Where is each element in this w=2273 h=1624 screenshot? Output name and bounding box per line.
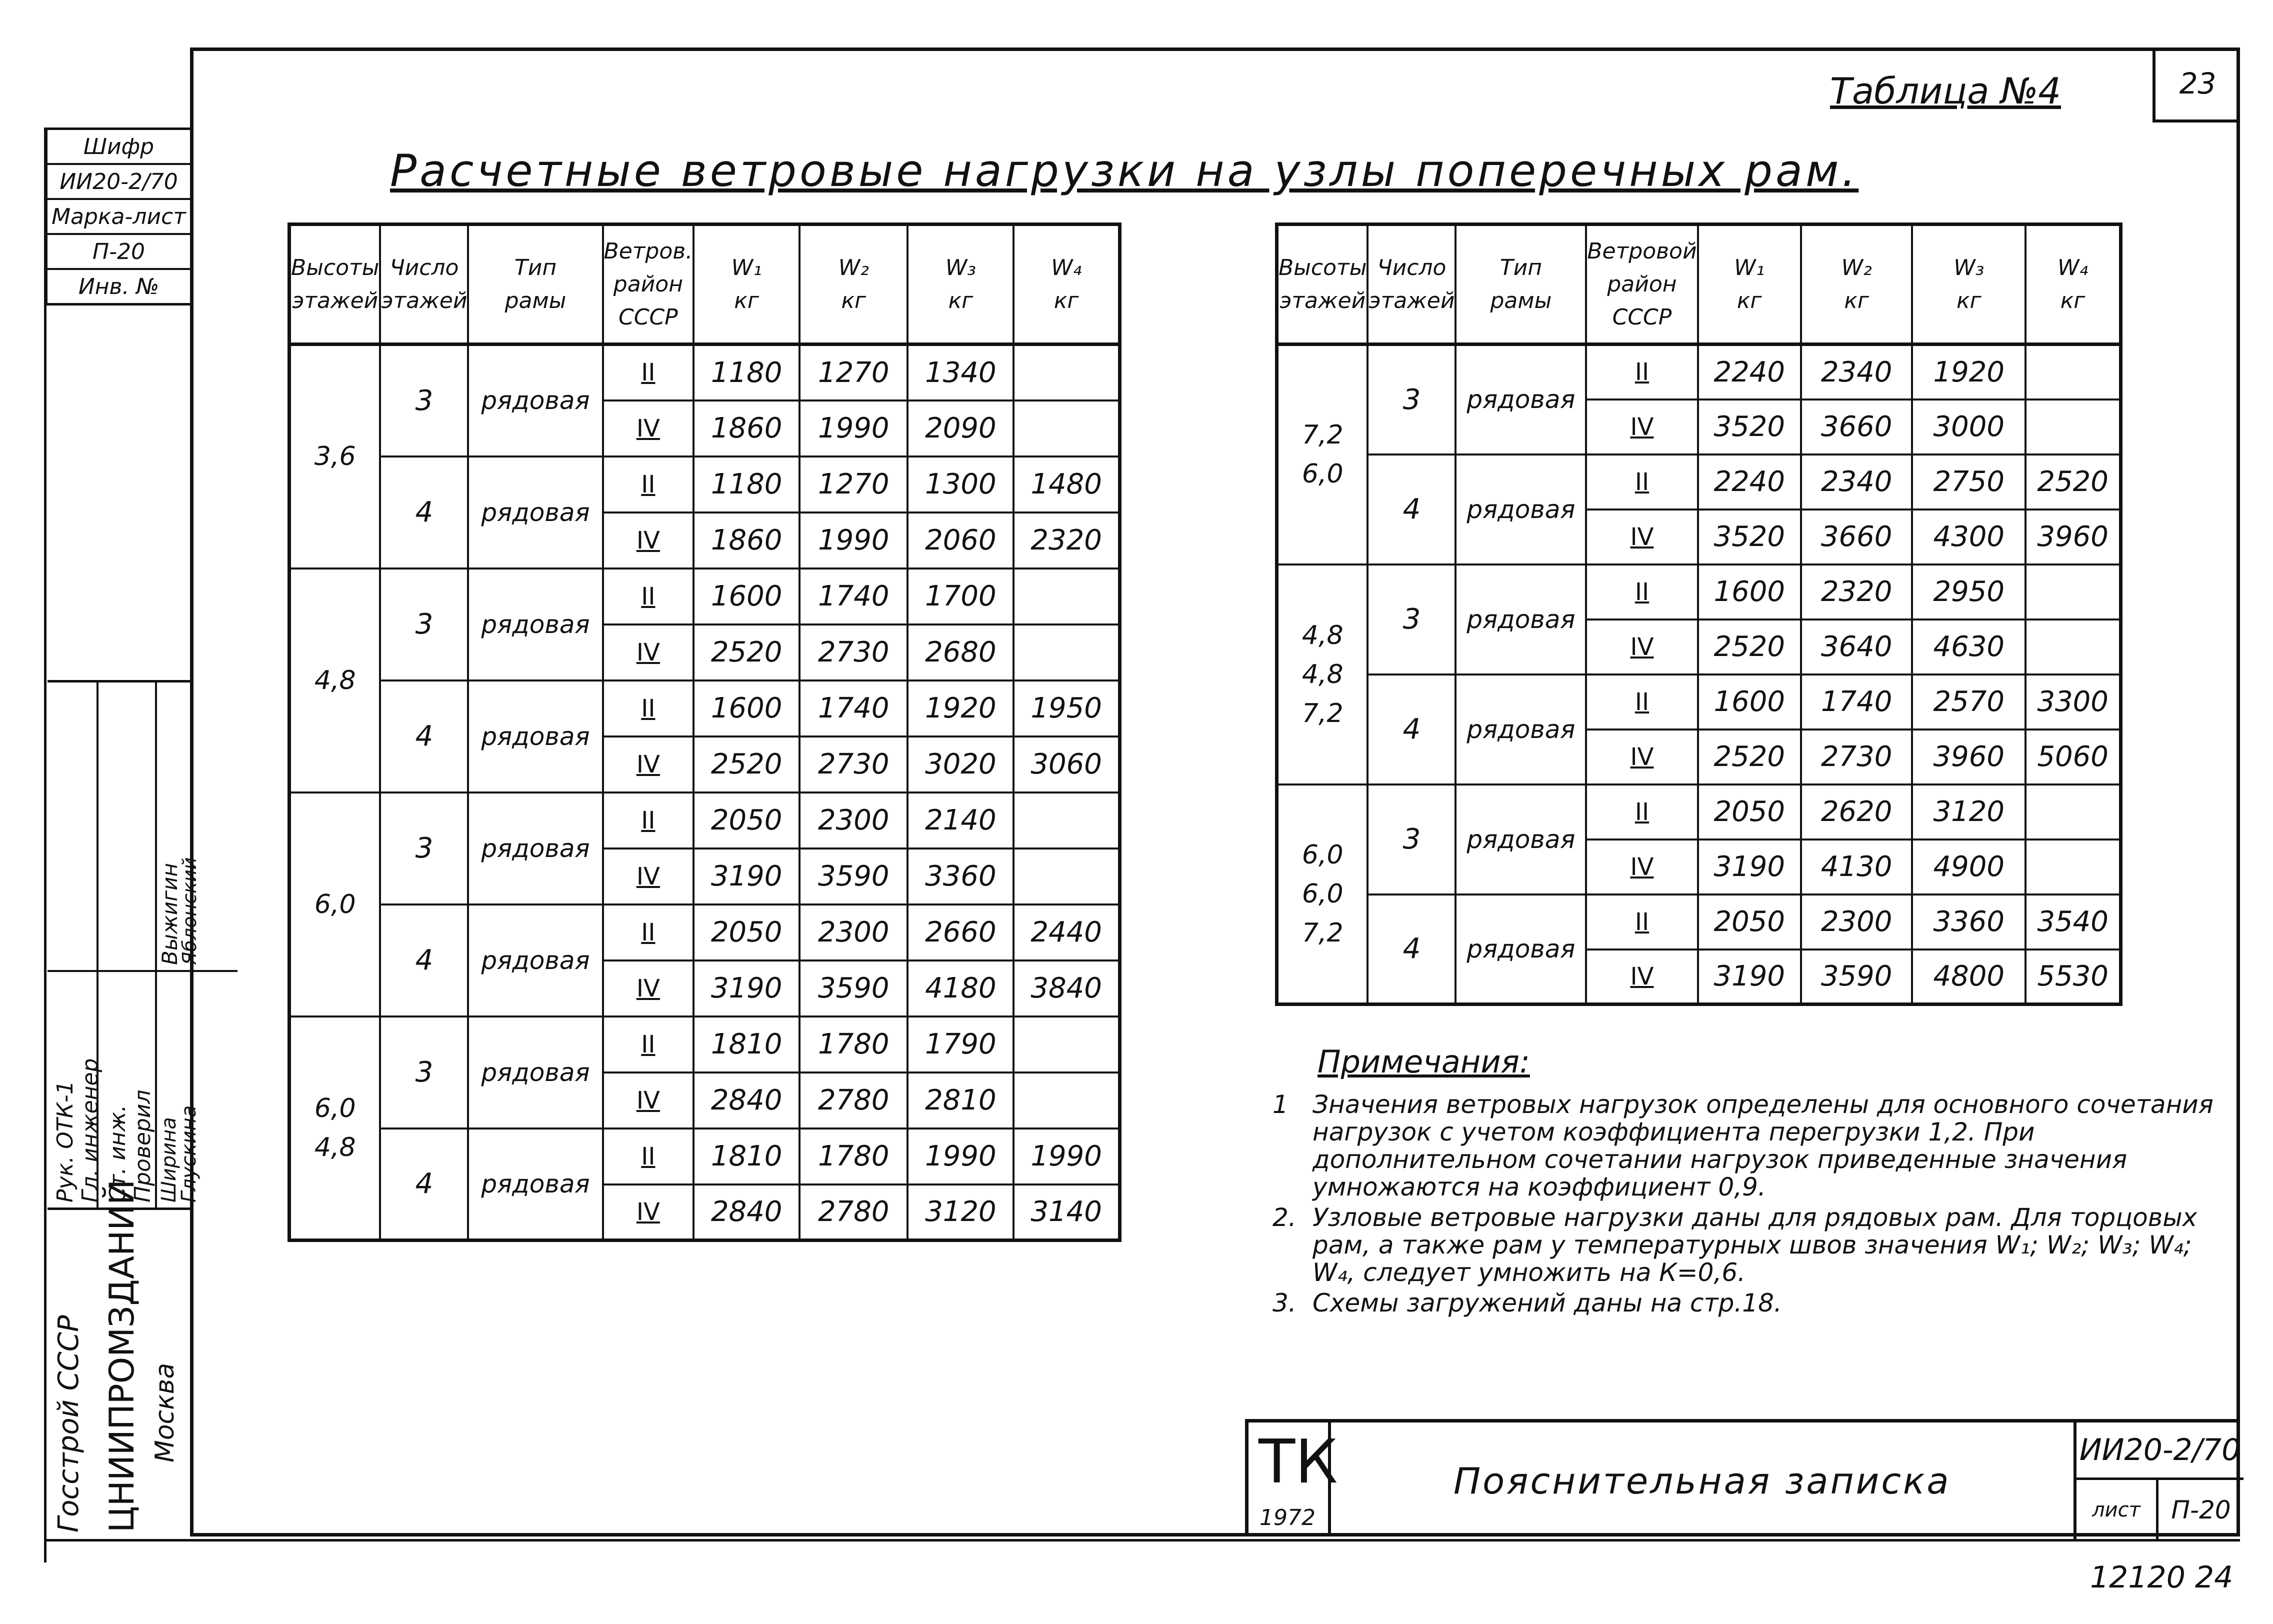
load-value-cell: 2750 bbox=[1912, 454, 2026, 510]
wind-region-cell: IV bbox=[603, 960, 694, 1016]
note-item: 3. Схемы загружений даны на стр.18. bbox=[1272, 1288, 1782, 1318]
inventory-label: Инв. № bbox=[78, 274, 160, 300]
column-header: W₁ кг bbox=[694, 224, 800, 344]
load-value-cell: 1270 bbox=[800, 456, 908, 512]
load-value-cell: 3590 bbox=[1801, 950, 1912, 1004]
load-value-cell: 1300 bbox=[908, 456, 1014, 512]
note-item: 1 Значения ветровых нагрузок определены для основного сочетания нагрузок с учетом коэффициента перегрузки 1,2. При дополнительном сочетании нагрузок приведенные значения умножаются на коэффициент 0,9. bbox=[1272, 1090, 2214, 1202]
column-header: Число этажей bbox=[380, 224, 468, 344]
floors-cell: 4 bbox=[380, 1128, 468, 1240]
stamp-code: ИИ20-2/70 bbox=[2074, 1422, 2244, 1480]
load-value-cell: 1860 bbox=[694, 512, 800, 568]
load-value-cell: 1340 bbox=[908, 344, 1014, 400]
tk-box bbox=[1248, 1422, 1338, 1536]
floors-cell: 3 bbox=[380, 1016, 468, 1128]
frame-type-cell: рядовая bbox=[1456, 344, 1586, 454]
load-value-cell bbox=[2026, 784, 2120, 840]
frame-type-cell: рядовая bbox=[468, 680, 602, 792]
cipher-value: ИИ20-2/70 bbox=[48, 165, 190, 200]
load-value-cell: 3190 bbox=[694, 848, 800, 904]
wind-region-cell: II bbox=[1586, 674, 1698, 730]
load-value-cell: 2730 bbox=[1801, 730, 1912, 784]
load-value-cell bbox=[1014, 400, 1120, 456]
wind-region-cell: IV bbox=[603, 624, 694, 680]
role-1: Рук. ОТК-1 bbox=[52, 1080, 78, 1202]
load-value-cell bbox=[1014, 1072, 1120, 1128]
org-2: ЦНИИПРОМЗДАНИЙ bbox=[102, 1179, 142, 1532]
load-value-cell: 1180 bbox=[694, 344, 800, 400]
frame-type-cell: рядовая bbox=[468, 1128, 602, 1240]
load-value-cell: 2440 bbox=[1014, 904, 1120, 960]
load-value-cell: 1700 bbox=[908, 568, 1014, 624]
load-value-cell: 5530 bbox=[2026, 950, 2120, 1004]
floor-height-cell: 6,0 4,8 bbox=[290, 1016, 380, 1240]
load-value-cell: 1740 bbox=[800, 680, 908, 736]
table-row bbox=[1277, 344, 2121, 400]
floors-cell: 3 bbox=[1368, 344, 1456, 454]
load-value-cell bbox=[2026, 840, 2120, 894]
load-value-cell: 1920 bbox=[1912, 344, 2026, 400]
load-value-cell bbox=[1014, 624, 1120, 680]
load-value-cell: 2520 bbox=[2026, 454, 2120, 510]
load-value-cell: 1990 bbox=[908, 1128, 1014, 1184]
load-value-cell: 2660 bbox=[908, 904, 1014, 960]
load-value-cell: 2730 bbox=[800, 624, 908, 680]
left-binding-line bbox=[44, 128, 46, 1562]
floors-cell: 3 bbox=[1368, 784, 1456, 894]
load-value-cell: 3540 bbox=[2026, 894, 2120, 950]
frame-type-cell: рядовая bbox=[1456, 674, 1586, 784]
load-value-cell bbox=[2026, 344, 2120, 400]
table-row bbox=[1277, 894, 2121, 950]
column-header: W₂ кг bbox=[1801, 224, 1912, 344]
load-value-cell: 2050 bbox=[1698, 784, 1801, 840]
wind-region-cell: II bbox=[603, 456, 694, 512]
column-header: Высоты этажей bbox=[290, 224, 380, 344]
column-header: Тип рамы bbox=[468, 224, 602, 344]
role-4: Проверил bbox=[130, 1090, 156, 1202]
load-value-cell: 2620 bbox=[1801, 784, 1912, 840]
wind-region-cell: IV bbox=[1586, 510, 1698, 564]
load-value-cell: 3000 bbox=[1912, 400, 2026, 454]
load-value-cell: 1600 bbox=[1698, 564, 1801, 620]
floor-height-cell: 7,2 6,0 bbox=[1277, 344, 1368, 564]
bottom-border-line bbox=[45, 1539, 2240, 1542]
column-header: W₁ кг bbox=[1698, 224, 1801, 344]
load-value-cell: 3590 bbox=[800, 848, 908, 904]
table-row bbox=[1277, 454, 2121, 510]
load-value-cell: 1270 bbox=[800, 344, 908, 400]
load-value-cell: 1950 bbox=[1014, 680, 1120, 736]
load-value-cell: 2300 bbox=[800, 904, 908, 960]
table-row bbox=[1277, 784, 2121, 840]
name-1: Выжигин bbox=[158, 863, 182, 965]
wind-region-cell: II bbox=[603, 680, 694, 736]
load-value-cell: 3960 bbox=[1912, 730, 2026, 784]
load-value-cell bbox=[1014, 1016, 1120, 1072]
load-value-cell: 1180 bbox=[694, 456, 800, 512]
load-value-cell: 1780 bbox=[800, 1016, 908, 1072]
load-value-cell bbox=[2026, 400, 2120, 454]
load-value-cell: 2090 bbox=[908, 400, 1014, 456]
load-value-cell: 2300 bbox=[800, 792, 908, 848]
name-4: Глускина bbox=[178, 1105, 200, 1202]
load-value-cell: 1600 bbox=[694, 568, 800, 624]
floors-cell: 3 bbox=[380, 568, 468, 680]
wind-region-cell: IV bbox=[1586, 840, 1698, 894]
side-stamp bbox=[48, 680, 200, 1538]
load-value-cell: 2950 bbox=[1912, 564, 2026, 620]
load-value-cell: 2240 bbox=[1698, 454, 1801, 510]
load-value-cell bbox=[1014, 848, 1120, 904]
wind-region-cell: II bbox=[1586, 564, 1698, 620]
wind-region-cell: II bbox=[1586, 894, 1698, 950]
load-value-cell: 1990 bbox=[800, 400, 908, 456]
load-value-cell: 2840 bbox=[694, 1184, 800, 1240]
load-value-cell: 3190 bbox=[1698, 840, 1801, 894]
floor-height-cell: 3,6 bbox=[290, 344, 380, 568]
wind-region-cell: II bbox=[1586, 454, 1698, 510]
load-value-cell: 3360 bbox=[1912, 894, 2026, 950]
load-value-cell: 2340 bbox=[1801, 454, 1912, 510]
note-item: 2. Узловые ветровые нагрузки даны для рядовых рам. Для торцовых рам, а также рам у температурных швов значения W₁; W₂; W₃; W₄; W₄, следует умножить на К=0,6. bbox=[1272, 1203, 2198, 1288]
load-value-cell: 3840 bbox=[1014, 960, 1120, 1016]
load-value-cell: 3190 bbox=[1698, 950, 1801, 1004]
wind-region-cell: II bbox=[603, 1128, 694, 1184]
notes-section bbox=[1272, 1045, 2232, 1320]
load-value-cell: 3190 bbox=[694, 960, 800, 1016]
floor-height-cell: 4,8 4,8 7,2 bbox=[1277, 564, 1368, 784]
table-row bbox=[290, 568, 1120, 624]
load-value-cell: 5060 bbox=[2026, 730, 2120, 784]
load-value-cell: 2840 bbox=[694, 1072, 800, 1128]
load-value-cell bbox=[1014, 568, 1120, 624]
load-value-cell: 1600 bbox=[694, 680, 800, 736]
column-header: Ветровой район СССР bbox=[1586, 224, 1698, 344]
column-header: Число этажей bbox=[1368, 224, 1456, 344]
left-wind-load-table bbox=[288, 222, 1122, 1242]
stamp-sheet-label: лист bbox=[2074, 1480, 2158, 1540]
column-header: W₃ кг bbox=[1912, 224, 2026, 344]
table-row bbox=[290, 1128, 1120, 1184]
load-value-cell: 3300 bbox=[2026, 674, 2120, 730]
frame-type-cell: рядовая bbox=[1456, 894, 1586, 1004]
load-value-cell: 2780 bbox=[800, 1184, 908, 1240]
load-value-cell: 1860 bbox=[694, 400, 800, 456]
load-value-cell bbox=[2026, 620, 2120, 674]
load-value-cell: 3120 bbox=[908, 1184, 1014, 1240]
role-2: Гл. инженер bbox=[78, 1058, 103, 1202]
load-value-cell: 2520 bbox=[694, 736, 800, 792]
wind-region-cell: II bbox=[603, 568, 694, 624]
floors-cell: 4 bbox=[1368, 454, 1456, 564]
load-value-cell: 2320 bbox=[1801, 564, 1912, 620]
cipher-box bbox=[45, 128, 190, 306]
frame-type-cell: рядовая bbox=[468, 568, 602, 680]
table-row bbox=[290, 680, 1120, 736]
wind-region-cell: II bbox=[603, 344, 694, 400]
table-row bbox=[290, 792, 1120, 848]
load-value-cell: 3140 bbox=[1014, 1184, 1120, 1240]
wind-region-cell: II bbox=[603, 792, 694, 848]
load-value-cell: 2520 bbox=[1698, 730, 1801, 784]
mark-sheet-value: П-20 bbox=[48, 235, 190, 270]
load-value-cell: 4130 bbox=[1801, 840, 1912, 894]
load-value-cell: 3120 bbox=[1912, 784, 2026, 840]
wind-region-cell: IV bbox=[1586, 950, 1698, 1004]
load-value-cell: 2050 bbox=[1698, 894, 1801, 950]
load-value-cell: 3660 bbox=[1801, 400, 1912, 454]
load-value-cell: 1990 bbox=[800, 512, 908, 568]
load-value-cell bbox=[1014, 792, 1120, 848]
load-value-cell: 2320 bbox=[1014, 512, 1120, 568]
load-value-cell: 3520 bbox=[1698, 510, 1801, 564]
frame-type-cell: рядовая bbox=[1456, 784, 1586, 894]
mark-sheet-label: Марка-лист bbox=[48, 200, 190, 235]
load-value-cell: 3960 bbox=[2026, 510, 2120, 564]
load-value-cell: 4800 bbox=[1912, 950, 2026, 1004]
frame-type-cell: рядовая bbox=[468, 456, 602, 568]
load-value-cell bbox=[2026, 564, 2120, 620]
load-value-cell: 2300 bbox=[1801, 894, 1912, 950]
wind-region-cell: IV bbox=[603, 1184, 694, 1240]
wind-region-cell: II bbox=[1586, 344, 1698, 400]
column-header: Тип рамы bbox=[1456, 224, 1586, 344]
load-value-cell: 3660 bbox=[1801, 510, 1912, 564]
load-value-cell: 2570 bbox=[1912, 674, 2026, 730]
frame-type-cell: рядовая bbox=[1456, 564, 1586, 674]
load-value-cell: 1810 bbox=[694, 1128, 800, 1184]
title-block bbox=[1245, 1419, 2240, 1536]
role-3: Ст. инж. bbox=[105, 1104, 130, 1202]
load-value-cell: 1790 bbox=[908, 1016, 1014, 1072]
floors-cell: 4 bbox=[1368, 894, 1456, 1004]
column-header: W₂ кг bbox=[800, 224, 908, 344]
load-value-cell: 4630 bbox=[1912, 620, 2026, 674]
load-value-cell: 2240 bbox=[1698, 344, 1801, 400]
load-value-cell: 1480 bbox=[1014, 456, 1120, 512]
load-value-cell: 1600 bbox=[1698, 674, 1801, 730]
floor-height-cell: 6,0 bbox=[290, 792, 380, 1016]
load-value-cell: 3640 bbox=[1801, 620, 1912, 674]
right-wind-load-table bbox=[1275, 222, 2122, 1006]
load-value-cell: 2050 bbox=[694, 792, 800, 848]
floors-cell: 4 bbox=[380, 456, 468, 568]
frame-type-cell: рядовая bbox=[468, 904, 602, 1016]
load-value-cell: 1740 bbox=[800, 568, 908, 624]
wind-region-cell: IV bbox=[603, 736, 694, 792]
wind-region-cell: II bbox=[1586, 784, 1698, 840]
load-value-cell: 2780 bbox=[800, 1072, 908, 1128]
table-number: Таблица №4 bbox=[1830, 70, 2062, 112]
table-row bbox=[290, 344, 1120, 400]
load-value-cell: 2680 bbox=[908, 624, 1014, 680]
floor-height-cell: 4,8 bbox=[290, 568, 380, 792]
column-header: W₃ кг bbox=[908, 224, 1014, 344]
corner-note: 12120 24 bbox=[2090, 1560, 2234, 1595]
table-row bbox=[290, 456, 1120, 512]
wind-region-cell: IV bbox=[603, 848, 694, 904]
floor-height-cell: 6,0 6,0 7,2 bbox=[1277, 784, 1368, 1004]
load-value-cell: 2730 bbox=[800, 736, 908, 792]
load-value-cell: 3020 bbox=[908, 736, 1014, 792]
load-value-cell: 4300 bbox=[1912, 510, 2026, 564]
column-header: Высоты этажей bbox=[1277, 224, 1368, 344]
floors-cell: 3 bbox=[1368, 564, 1456, 674]
load-value-cell bbox=[1014, 344, 1120, 400]
floors-cell: 4 bbox=[380, 904, 468, 1016]
floors-cell: 4 bbox=[380, 680, 468, 792]
load-value-cell: 1740 bbox=[1801, 674, 1912, 730]
load-value-cell: 3360 bbox=[908, 848, 1014, 904]
load-value-cell: 1920 bbox=[908, 680, 1014, 736]
page-title: Расчетные ветровые нагрузки на узлы поперечных рам. bbox=[390, 145, 1859, 196]
wind-region-cell: IV bbox=[1586, 620, 1698, 674]
load-value-cell: 3520 bbox=[1698, 400, 1801, 454]
column-header: Ветров. район СССР bbox=[603, 224, 694, 344]
floors-cell: 3 bbox=[380, 344, 468, 456]
table-row bbox=[290, 904, 1120, 960]
table-row bbox=[290, 1016, 1120, 1072]
frame-type-cell: рядовая bbox=[1456, 454, 1586, 564]
column-header: W₄ кг bbox=[2026, 224, 2120, 344]
cipher-label: Шифр bbox=[48, 130, 190, 165]
wind-region-cell: IV bbox=[1586, 400, 1698, 454]
wind-region-cell: IV bbox=[603, 400, 694, 456]
stamp-year: 1972 bbox=[1260, 1505, 1316, 1530]
load-value-cell: 1810 bbox=[694, 1016, 800, 1072]
load-value-cell: 2050 bbox=[694, 904, 800, 960]
load-value-cell: 1990 bbox=[1014, 1128, 1120, 1184]
load-value-cell: 4900 bbox=[1912, 840, 2026, 894]
load-value-cell: 2140 bbox=[908, 792, 1014, 848]
org-3: Москва bbox=[150, 1362, 180, 1462]
notes-heading: Примечания: bbox=[1318, 1044, 1530, 1080]
org-1: Госстрой СССР bbox=[52, 1315, 85, 1532]
load-value-cell: 1780 bbox=[800, 1128, 908, 1184]
load-value-cell: 3060 bbox=[1014, 736, 1120, 792]
frame-type-cell: рядовая bbox=[468, 344, 602, 456]
load-value-cell: 2060 bbox=[908, 512, 1014, 568]
frame-type-cell: рядовая bbox=[468, 792, 602, 904]
wind-region-cell: IV bbox=[603, 1072, 694, 1128]
floors-cell: 3 bbox=[380, 792, 468, 904]
load-value-cell: 2520 bbox=[1698, 620, 1801, 674]
stamp-sheet: П-20 bbox=[2171, 1496, 2231, 1524]
tk-mark: ТК bbox=[1258, 1428, 1338, 1497]
frame-type-cell: рядовая bbox=[468, 1016, 602, 1128]
stamp-title: Пояснительная записка bbox=[1454, 1460, 1951, 1502]
load-value-cell: 2810 bbox=[908, 1072, 1014, 1128]
load-value-cell: 4180 bbox=[908, 960, 1014, 1016]
load-value-cell: 3590 bbox=[800, 960, 908, 1016]
column-header: W₄ кг bbox=[1014, 224, 1120, 344]
load-value-cell: 2520 bbox=[694, 624, 800, 680]
wind-region-cell: IV bbox=[1586, 730, 1698, 784]
table-row bbox=[1277, 564, 2121, 620]
sheet-number: 23 bbox=[2152, 48, 2240, 122]
name-2: Яблонский bbox=[178, 857, 200, 965]
load-value-cell: 2340 bbox=[1801, 344, 1912, 400]
wind-region-cell: IV bbox=[603, 512, 694, 568]
wind-region-cell: II bbox=[603, 1016, 694, 1072]
floors-cell: 4 bbox=[1368, 674, 1456, 784]
wind-region-cell: II bbox=[603, 904, 694, 960]
name-3: Ширина bbox=[158, 1117, 180, 1202]
table-row bbox=[1277, 674, 2121, 730]
